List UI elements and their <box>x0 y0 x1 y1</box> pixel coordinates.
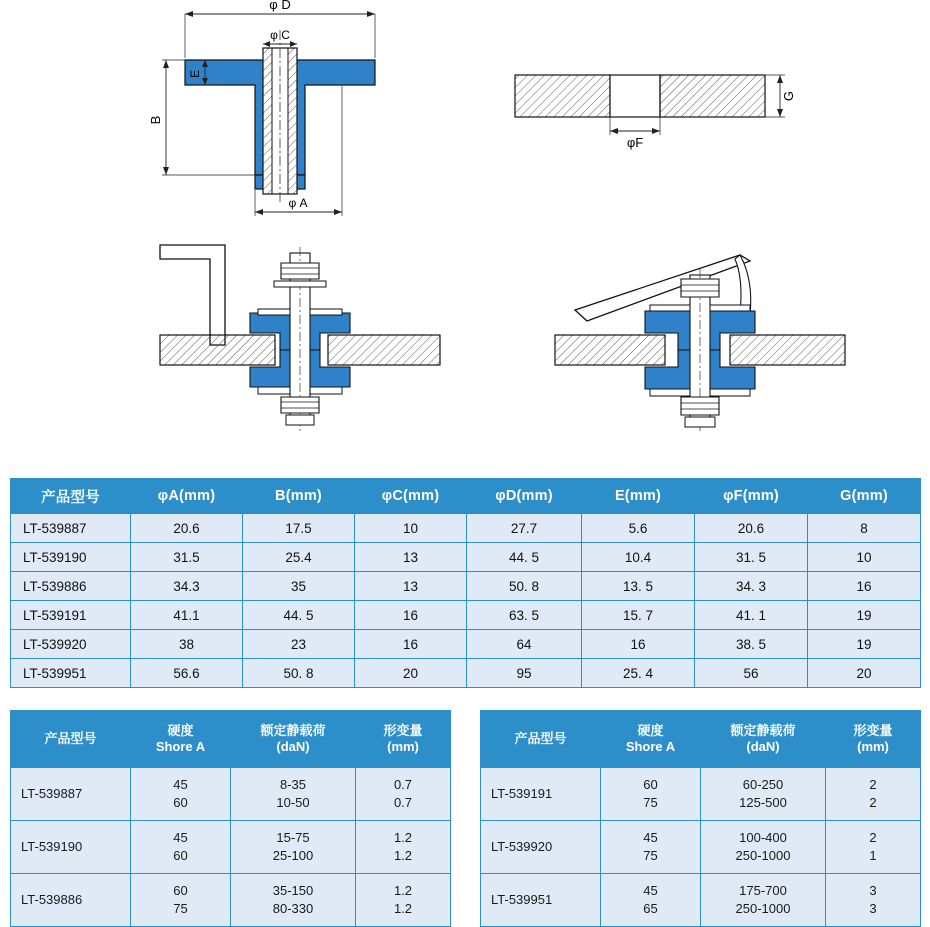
table-row <box>11 630 921 659</box>
cell-hardness: 60 75 <box>601 768 701 821</box>
cell-phid: 95 <box>467 659 582 688</box>
table-row <box>11 572 921 601</box>
load-table-right <box>480 710 921 927</box>
th-b: B(mm) <box>243 479 355 514</box>
cell-phic: 16 <box>355 601 467 630</box>
table-row <box>11 601 921 630</box>
th-deformation: 形变量 (mm) <box>826 711 921 768</box>
label-e: E <box>188 69 202 79</box>
th-model: 产品型号 <box>11 479 131 514</box>
cell-model: LT-539886 <box>11 572 131 601</box>
cell-model: LT-539886 <box>11 874 131 927</box>
cell-model: LT-539190 <box>11 821 131 874</box>
cell-phif: 20.6 <box>695 514 808 543</box>
th-g: G(mm) <box>808 479 921 514</box>
cell-static-load: 15-75 25-100 <box>231 821 356 874</box>
cell-g: 19 <box>808 601 921 630</box>
cell-phia: 56.6 <box>131 659 243 688</box>
cell-phic: 20 <box>355 659 467 688</box>
cell-phif: 34. 3 <box>695 572 808 601</box>
cell-e: 13. 5 <box>582 572 695 601</box>
cell-phic: 10 <box>355 514 467 543</box>
cell-phic: 13 <box>355 572 467 601</box>
cell-phid: 50. 8 <box>467 572 582 601</box>
cell-phic: 13 <box>355 543 467 572</box>
cell-model: LT-539191 <box>11 601 131 630</box>
cell-static-load: 175-700 250-1000 <box>701 874 826 927</box>
cell-b: 50. 8 <box>243 659 355 688</box>
dimension-table-header-row <box>11 479 921 514</box>
cell-model: LT-539920 <box>11 630 131 659</box>
cell-deformation: 1.2 1.2 <box>356 821 451 874</box>
table-row <box>11 659 921 688</box>
cell-phif: 41. 1 <box>695 601 808 630</box>
cell-phia: 41.1 <box>131 601 243 630</box>
cell-b: 35 <box>243 572 355 601</box>
th-phic: φC(mm) <box>355 479 467 514</box>
cell-model: LT-539190 <box>11 543 131 572</box>
table-row <box>481 874 921 927</box>
cell-g: 16 <box>808 572 921 601</box>
cell-phia: 38 <box>131 630 243 659</box>
cell-model: LT-539887 <box>11 768 131 821</box>
cell-g: 19 <box>808 630 921 659</box>
th-hardness: 硬度 Shore A <box>601 711 701 768</box>
label-phi-f: φF <box>626 135 644 150</box>
cell-model: LT-539951 <box>11 659 131 688</box>
cell-b: 25.4 <box>243 543 355 572</box>
table-row <box>11 543 921 572</box>
cell-e: 16 <box>582 630 695 659</box>
dimension-table <box>10 478 921 688</box>
cell-b: 23 <box>243 630 355 659</box>
table-row <box>11 514 921 543</box>
cell-phif: 56 <box>695 659 808 688</box>
cell-phid: 64 <box>467 630 582 659</box>
cell-static-load: 35-150 80-330 <box>231 874 356 927</box>
figure-bushing-section <box>130 0 430 230</box>
cell-deformation: 1.2 1.2 <box>356 874 451 927</box>
cell-g: 20 <box>808 659 921 688</box>
load-table-left <box>10 710 451 927</box>
cell-phid: 44. 5 <box>467 543 582 572</box>
table-row <box>11 874 451 927</box>
cell-static-load: 60-250 125-500 <box>701 768 826 821</box>
label-g: G <box>781 90 796 102</box>
load-table-left-header-row <box>11 711 451 768</box>
figure-plate-hole <box>505 55 805 185</box>
cell-b: 17.5 <box>243 514 355 543</box>
cell-deformation: 2 2 <box>826 768 921 821</box>
th-deformation: 形变量 (mm) <box>356 711 451 768</box>
cell-hardness: 45 75 <box>601 821 701 874</box>
cell-model: LT-539191 <box>481 768 601 821</box>
cell-phic: 16 <box>355 630 467 659</box>
cell-e: 25. 4 <box>582 659 695 688</box>
th-e: E(mm) <box>582 479 695 514</box>
cell-phia: 34.3 <box>131 572 243 601</box>
cell-hardness: 45 60 <box>131 821 231 874</box>
th-static-load: 额定静载荷 (daN) <box>231 711 356 768</box>
cell-phif: 38. 5 <box>695 630 808 659</box>
th-hardness: 硬度 Shore A <box>131 711 231 768</box>
figure-assembly-bracket <box>150 235 450 450</box>
th-static-load: 额定静载荷 (daN) <box>701 711 826 768</box>
cell-static-load: 100-400 250-1000 <box>701 821 826 874</box>
cell-deformation: 2 1 <box>826 821 921 874</box>
cell-g: 10 <box>808 543 921 572</box>
cell-phid: 63. 5 <box>467 601 582 630</box>
cell-hardness: 45 60 <box>131 768 231 821</box>
cell-b: 44. 5 <box>243 601 355 630</box>
cell-deformation: 3 3 <box>826 874 921 927</box>
cell-g: 8 <box>808 514 921 543</box>
cell-model: LT-539920 <box>481 821 601 874</box>
cell-phif: 31. 5 <box>695 543 808 572</box>
th-model: 产品型号 <box>481 711 601 768</box>
th-phia: φA(mm) <box>131 479 243 514</box>
cell-static-load: 8-35 10-50 <box>231 768 356 821</box>
load-table-right-header-row <box>481 711 921 768</box>
cell-model: LT-539951 <box>481 874 601 927</box>
th-phif: φF(mm) <box>695 479 808 514</box>
label-phi-a: φ A <box>288 196 308 210</box>
cell-phia: 31.5 <box>131 543 243 572</box>
table-row <box>481 768 921 821</box>
cell-e: 5.6 <box>582 514 695 543</box>
cell-e: 10.4 <box>582 543 695 572</box>
label-b: B <box>148 115 163 125</box>
cell-deformation: 0.7 0.7 <box>356 768 451 821</box>
table-row <box>481 821 921 874</box>
th-model: 产品型号 <box>11 711 131 768</box>
cell-hardness: 60 75 <box>131 874 231 927</box>
cell-e: 15. 7 <box>582 601 695 630</box>
table-row <box>11 821 451 874</box>
figure-assembly-angled <box>545 235 855 450</box>
cell-model: LT-539887 <box>11 514 131 543</box>
th-phid: φD(mm) <box>467 479 582 514</box>
table-row <box>11 768 451 821</box>
cell-hardness: 45 65 <box>601 874 701 927</box>
label-phi-d: φ D <box>269 0 291 12</box>
cell-phia: 20.6 <box>131 514 243 543</box>
cell-phid: 27.7 <box>467 514 582 543</box>
label-phi-c: φ C <box>270 28 290 42</box>
